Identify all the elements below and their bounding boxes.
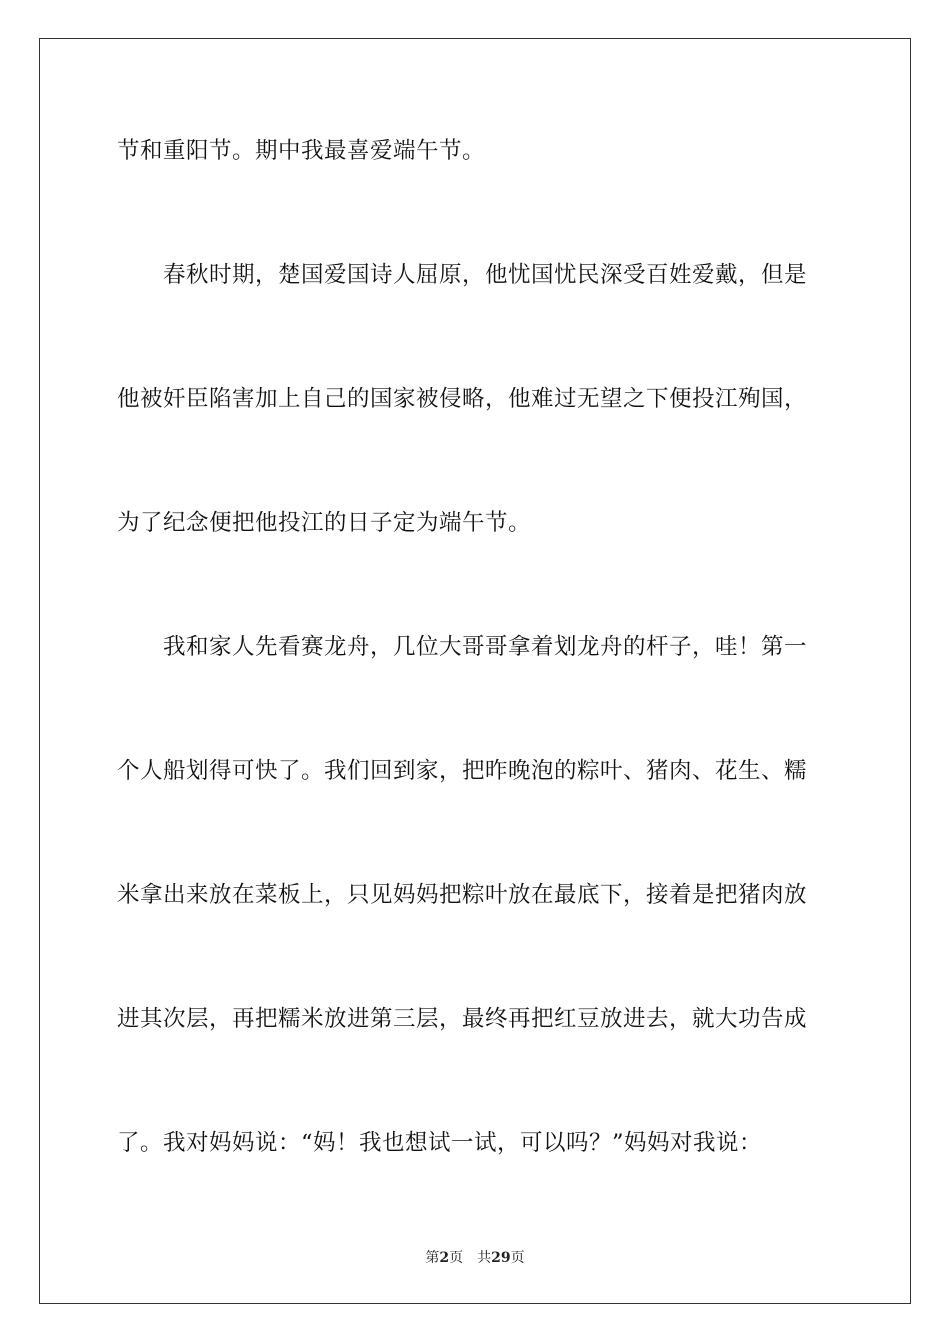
paragraph-line: 进其次层，再把糯米放进第三层，最终再把红豆放进去，就大功告成 (117, 1006, 808, 1032)
paragraph-line: 了。我对妈妈说：“妈！我也想试一试，可以吗？”妈妈对我说： (117, 1130, 763, 1156)
paragraph-line: 为了纪念便把他投江的日子定为端午节。 (117, 510, 532, 536)
page-prefix: 第 (425, 1250, 440, 1266)
paragraph-line: 个人船划得可快了。我们回到家，把昨晚泡的粽叶、猪肉、花生、糯 (117, 758, 808, 784)
paragraph-line: 我和家人先看赛龙舟，几位大哥哥拿着划龙舟的杆子，哇！第一 (163, 634, 808, 660)
total-pages: 29 (491, 1250, 511, 1266)
page-footer (0, 1248, 950, 1268)
paragraph-line: 米拿出来放在菜板上，只见妈妈把粽叶放在最底下，接着是把猪肉放 (117, 882, 808, 908)
total-prefix: 共 (477, 1250, 492, 1266)
page-suffix: 页 (449, 1250, 464, 1266)
paragraph-line: 春秋时期，楚国爱国诗人屈原，他忧国忧民深受百姓爱戴，但是 (163, 262, 808, 288)
total-suffix: 页 (510, 1250, 525, 1266)
paragraph-line: 节和重阳节。期中我最喜爱端午节。 (117, 138, 486, 164)
paragraph-line: 他被奸臣陷害加上自己的国家被侵略，他难过无望之下便投江殉国， (117, 386, 808, 412)
page-number: 2 (439, 1250, 450, 1266)
page-border (39, 38, 911, 1304)
